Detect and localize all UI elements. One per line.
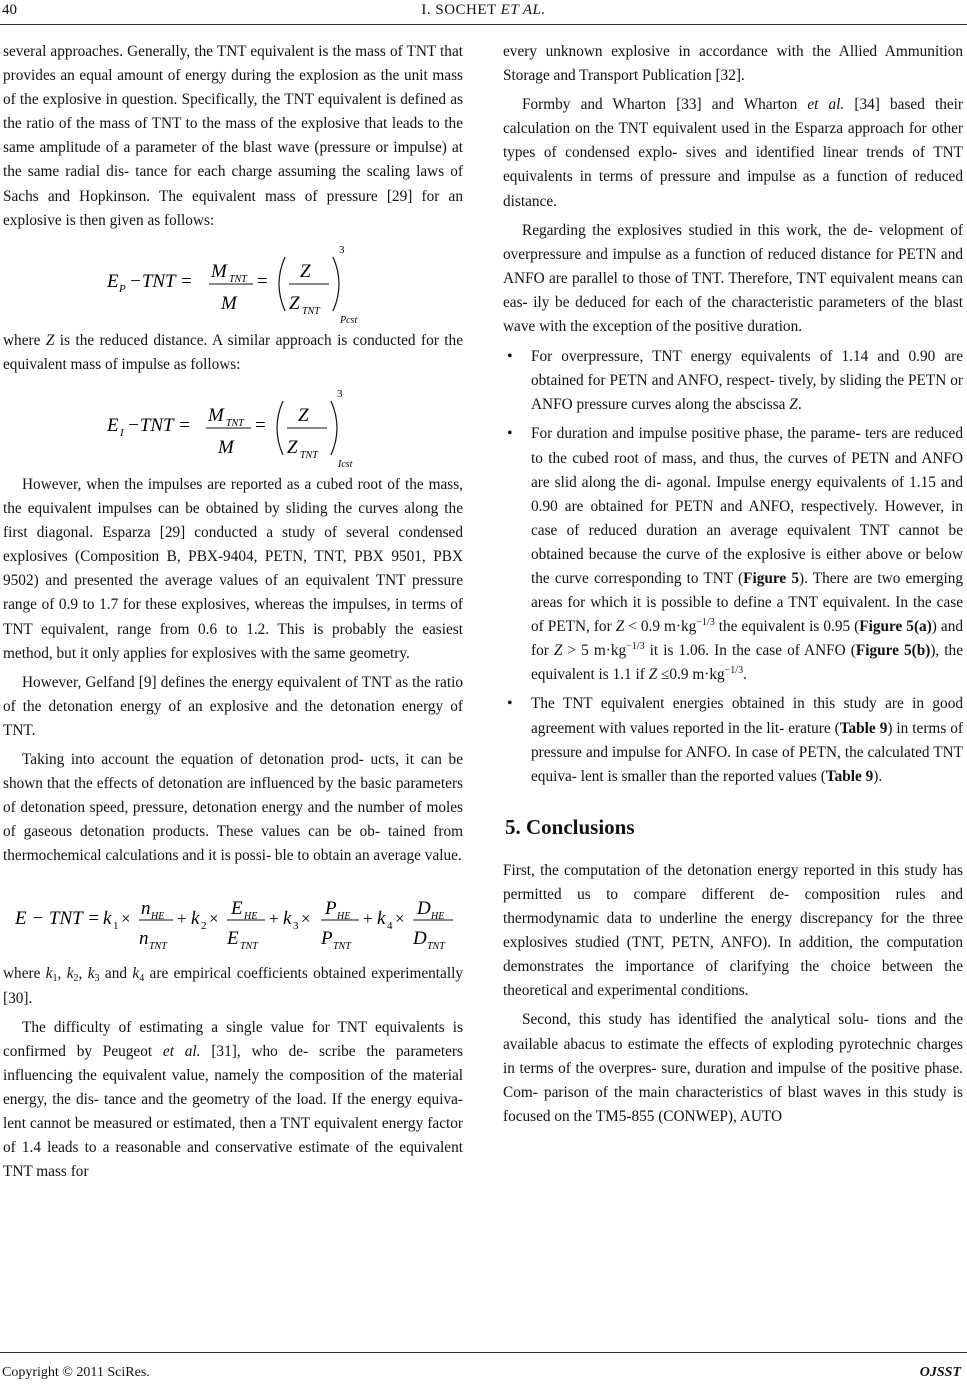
eq3-lhs: E − TNT =	[15, 908, 100, 930]
eq3-k2: k	[191, 908, 200, 930]
table-ref[interactable]: Table 9	[825, 767, 874, 785]
eq2-eq: =	[255, 414, 266, 436]
eq3-times-3: ×	[301, 909, 311, 929]
eq2-rden: Z	[287, 436, 298, 458]
eq2-rden-sub: TNT	[300, 449, 318, 461]
eq3-D-num: D	[417, 898, 431, 920]
eq2-E-sub: I	[120, 426, 124, 439]
list-item: • The TNT equivalent energies obtained in this study are in good agreement with values reported in the lit- erature (Table 9) in terms of pressure and impulse for ANFO. In case of PETN, the calculated TNT equiva- lent is smaller than the reported values (Table 9).	[503, 692, 963, 788]
eq3-k2-sub: 2	[201, 920, 207, 933]
paragraph: The difficulty of estimating a single value for TNT equivalents is confirmed by Peugeot et al. [31], who de- scribe the parameters influencing the equivalent value, namely the composition of the material energy, the dis- tance and the geometry of the load. If the energy equiva- lent cannot be measured or estimated, then a TNT equivalent energy factor of 1.4 leads to a reasonable and conservative estimate of the equivalent TNT mass for	[3, 1018, 463, 1181]
eq1-num: M	[211, 260, 227, 282]
paragraph: However, Gelfand [9] defines the energy equivalent of TNT as the ratio of the detonation energy of an explosive and the detonation energy of TNT.	[3, 673, 463, 739]
eq1-rden: Z	[289, 292, 300, 314]
eq3-E-den-sub: TNT	[240, 941, 258, 953]
paragraph: Regarding the explosives studied in this work, the de- velopment of overpressure and impulse as a function of reduced distance for PETN and ANFO are parallel to those of TNT. Therefore, TNT equivalent means can eas- ily be deduced for each of the characteristic parameters of the blast wave with the exception of the positive duration.	[503, 221, 963, 336]
page-header	[0, 0, 967, 26]
copyright: Copyright © 2011 SciRes.	[2, 1365, 150, 1380]
eq3-n-num: n	[141, 898, 151, 920]
eq3-k4: k	[377, 908, 386, 930]
eq1-E: E	[107, 270, 119, 292]
eq3-E-den: E	[227, 928, 239, 950]
page-number: 40	[2, 2, 17, 18]
running-head-author: I. SOCHET	[421, 2, 497, 18]
eq3-n-den: n	[139, 928, 149, 950]
bullet-list	[503, 345, 963, 789]
eq2-E: E	[107, 414, 119, 436]
paragraph: Second, this study has identified the analytical solu- tions and the available abacus to estimate the effects of exploding pyrotechnic charges in terms of the overpres- sure, duration and impulse of the positive phase. Com- parison of the main characteristics of blast waves in this study is focused on the TM5-855 (CONWEP), AUTO	[503, 1011, 963, 1125]
eq1-rden-sub: TNT	[302, 305, 320, 317]
eq3-k1-sub: 1	[113, 920, 119, 933]
paragraph: Taking into account the equation of detonation prod- ucts, it can be shown that the effects of detonation are influenced by the basic parameters of detonation speed, pressure, detonation energy and the number of moles of gaseous detonation products. These values can be ob- tained from thermochemical calculations and it is possi- ble to obtain an average value.	[3, 750, 463, 865]
eq3-n-num-sub: HE	[151, 911, 165, 923]
eq3-E-num-sub: HE	[244, 911, 258, 923]
eq1-den: M	[221, 292, 237, 314]
eq1-num-sub: TNT	[229, 273, 247, 285]
eq1-lhs-rest: −TNT =	[129, 270, 193, 292]
equation-3-graphic	[3, 874, 463, 962]
equation-impulse-equivalent	[3, 383, 463, 473]
eq1-E-sub: P	[119, 282, 126, 295]
eq2-den: M	[218, 436, 234, 458]
eq2-outer-sub: Icst	[338, 458, 353, 470]
eq2-num: M	[208, 404, 224, 426]
eq3-k3: k	[283, 908, 292, 930]
eq2-paren-left	[277, 401, 283, 455]
paragraph: However, when the impulses are reported as a cubed root of the mass, the equivalent impulses can be obtained by sliding the curves along the first diagonal. Esparza [29] conducted a study of several condensed explosives (Composition B, PBX-9404, PETN, TNT, PBX 9501, PBX 9502) and presented the average values of an equivalent TNT pressure range of 0.9 to 1.7 for these explosives, whereas the impulses, in terms of TNT equivalent, range from 0.6 to 1.2. This is probably the easiest method, but it only applies for explosives with the same geometry.	[3, 475, 463, 662]
equation-1-graphic	[3, 239, 463, 329]
eq2-rnum: Z	[298, 404, 309, 426]
equation-2-graphic	[3, 383, 463, 473]
eq3-k4-sub: 4	[387, 920, 393, 933]
eq3-P-num: P	[325, 898, 337, 920]
running-head	[0, 2, 967, 19]
eq1-paren-left	[279, 257, 285, 311]
eq3-k3-sub: 3	[293, 920, 299, 933]
eq2-exponent: 3	[337, 387, 343, 400]
eq1-outer-sub: Pcst	[340, 314, 358, 326]
right-column	[503, 40, 963, 1129]
eq3-D-den-sub: TNT	[427, 941, 445, 953]
journal-name: OJSST	[919, 1365, 961, 1380]
eq3-D-den: D	[413, 928, 427, 950]
header-rule	[0, 24, 967, 25]
paragraph: every unknown explosive in accordance with the Allied Ammunition Storage and Transport Publication [32].	[503, 43, 963, 85]
eq3-n-den-sub: TNT	[149, 941, 167, 953]
eq3-times-1: ×	[121, 909, 131, 929]
figure-ref[interactable]: Figure 5(a)	[859, 618, 932, 636]
paragraph: Formby and Wharton [33] and Wharton et al. [34] based their calculation on the TNT equivalent used in the Esparza approach for other types of condensed explo- sives and identified linear trends of TNT equivalents in terms of pressure and impulse as a function of reduced distance.	[503, 96, 963, 210]
page-footer	[0, 1352, 967, 1386]
eq3-plus-1: +	[177, 909, 187, 929]
paragraph: where Z is the reduced distance. A similar approach is conducted for the equivalent mass of impulse as follows:	[3, 331, 463, 373]
equation-energy-equivalent	[3, 874, 463, 962]
eq3-times-2: ×	[209, 909, 219, 929]
eq2-paren-right	[331, 401, 337, 455]
eq3-times-4: ×	[395, 909, 405, 929]
table-ref[interactable]: Table 9	[839, 719, 888, 737]
figure-ref[interactable]: Figure 5(b)	[855, 642, 931, 660]
running-head-etal: ET AL.	[500, 2, 546, 18]
eq3-plus-3: +	[363, 909, 373, 929]
eq1-rnum: Z	[300, 260, 311, 282]
eq3-P-den: P	[321, 928, 333, 950]
eq3-E-num: E	[231, 898, 243, 920]
section-heading: 5. Conclusions	[505, 814, 635, 839]
figure-ref[interactable]: Figure 5	[743, 569, 799, 587]
eq3-plus-2: +	[269, 909, 279, 929]
eq3-k1: k	[103, 908, 112, 930]
eq1-exponent: 3	[339, 243, 345, 256]
left-column	[3, 40, 463, 1184]
paragraph: where $k_1$, $k_2$, $k_3$ and $k_4$ are empirical coefficients obtained experimentally [30].	[3, 965, 463, 1007]
paragraph: several approaches. Generally, the TNT equivalent is the mass of TNT that provides an equal amount of energy during the explosion as the unit mass of the explosive in question. Specifically, the TNT equivalent is defined as the ratio of the mass of TNT to the mass of the explosive that leads to the same amplitude of a parameter of the blast wave (pressure or impulse) at the same radial dis- tance for each charge assuming the scaling laws of Sachs and Hopkinson. The equivalent mass of pressure [29] for an explosive is then given as follows:	[3, 43, 463, 229]
footer-rule	[0, 1352, 967, 1353]
list-item: • For overpressure, TNT energy equivalents of 1.14 and 0.90 are obtained for PETN and ANFO, respect- tively, by sliding the PETN or ANFO pressure curves along the abscissa Z.	[503, 345, 963, 417]
eq3-P-num-sub: HE	[337, 911, 351, 923]
eq1-eq: =	[257, 270, 268, 292]
list-item: • For duration and impulse positive phase, the parame- ters are reduced to the cubed root of mass, and thus, the curves of PETN and ANFO are slid along the di- agonal. Impulse energy equivalents of 1.15 and 0.90 are obtained for PETN and ANFO, respectively. However, in case of reduced duration an average equivalent TNT cannot be obtained because the curve of the explosive is either above or below the curve corresponding to TNT (Figure 5). There are two emerging areas for which it is possible to define a TNT equivalent. In the case of PETN, for Z < 0.9 $m\cdot kg^{-1/3}$ the equivalent is 0.95 (Figure 5(a)) and for Z > 5 $m\cdot kg^{-1/3}$ it is 1.06. In the case of ANFO (Figure 5(b)), the equivalent is 1.1 if Z ≤0.9 $m\cdot kg^{-1/3}$.	[503, 422, 963, 687]
eq2-num-sub: TNT	[226, 417, 244, 429]
paragraph: First, the computation of the detonation energy reported in this study has permitted us to compare different de- composition rules and thermodynamic data to underline the energy discrepancy for the three explosives studied (TNT, PETN, ANFO). In addition, the computation demonstrates the importance of clarifying the choice between the theoretical and experimental conditions.	[503, 861, 963, 1000]
eq3-P-den-sub: TNT	[333, 941, 351, 953]
eq1-paren-right	[333, 257, 339, 311]
equation-pressure-equivalent	[3, 239, 463, 329]
eq3-D-num-sub: HE	[431, 911, 445, 923]
eq2-lhs-rest: −TNT =	[127, 414, 191, 436]
